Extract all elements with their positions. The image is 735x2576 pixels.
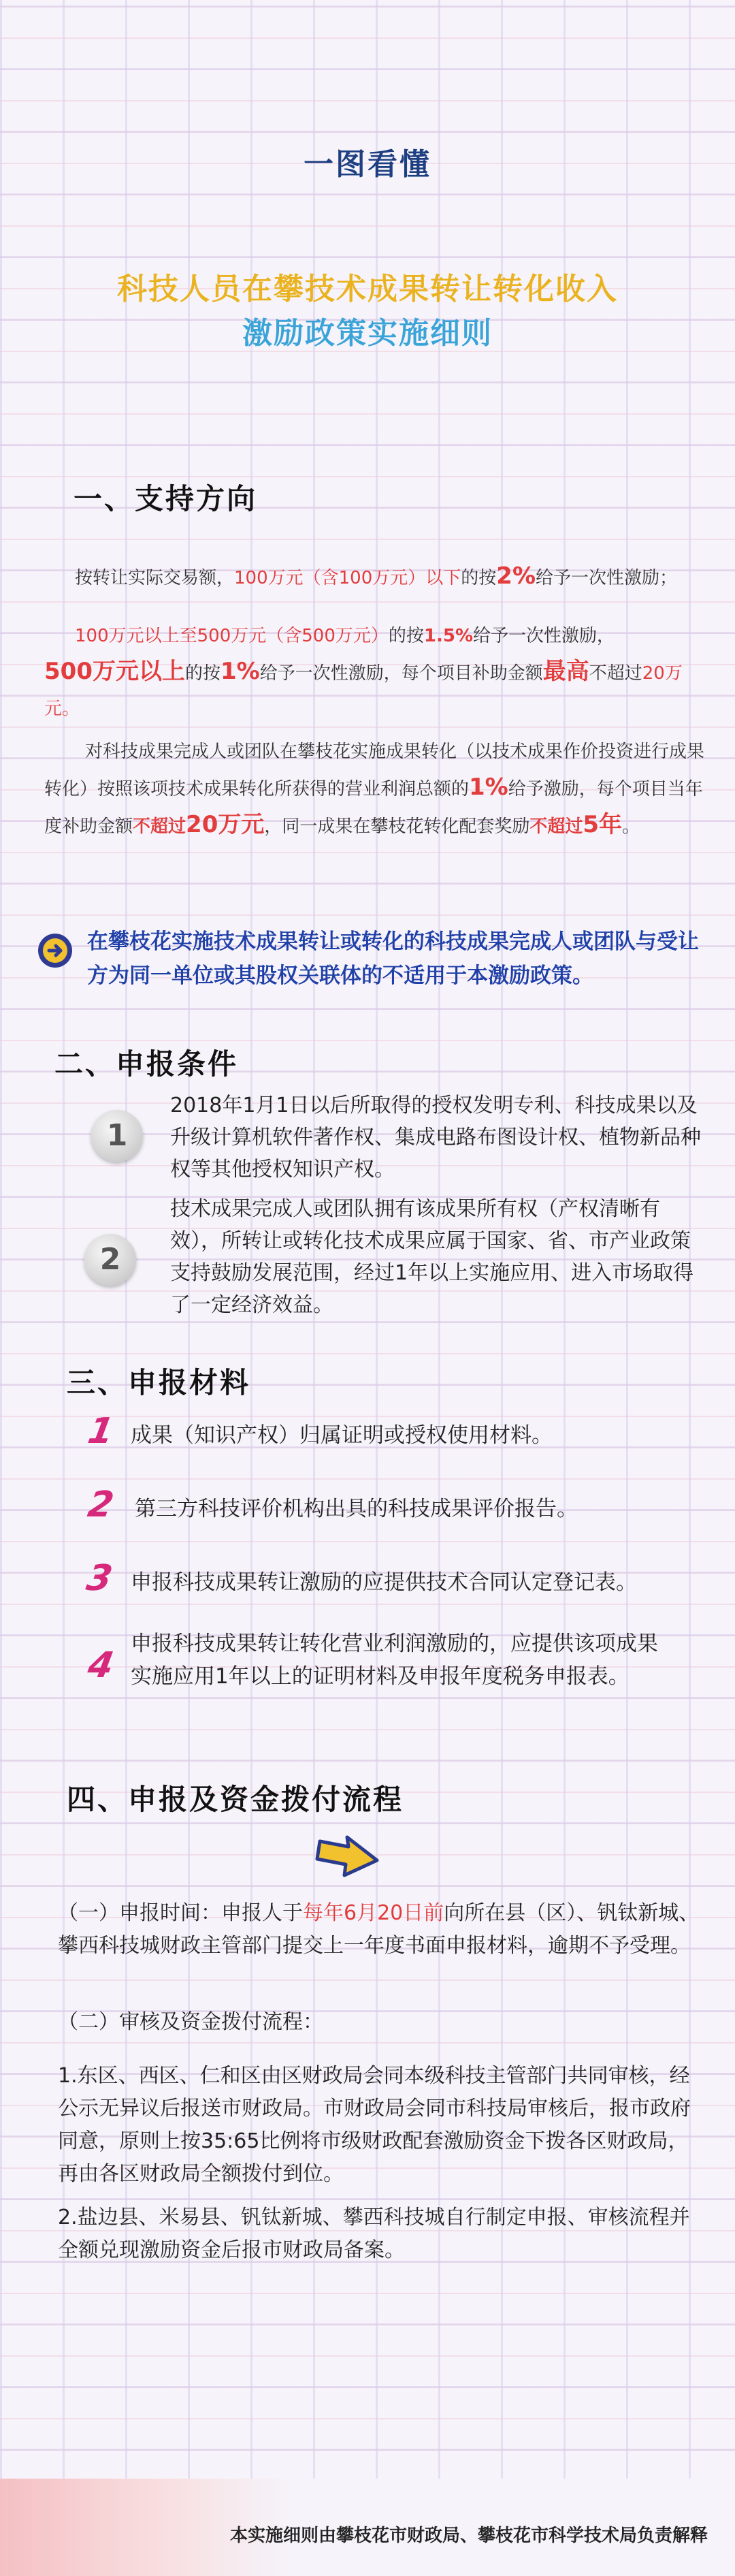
p3-text-a: 500万元以上 [44, 658, 185, 685]
p4-text-a: 对科技成果完成人或团队在攀枝花实施成果转化（以技术成果作价投资进行成果转化）按照该项技术成果转化所获得的营业利润总额的 [44, 742, 705, 799]
time-text-a: （一）申报时间：申报人于 [58, 1901, 303, 1925]
p4-text-d: 不超过 [133, 816, 186, 837]
application-time [58, 1897, 704, 1962]
p4-text-i: 。 [622, 816, 640, 837]
condition-text-2: 技术成果完成人或团队拥有该成果所有权（产权清晰有效），所转让或转化技术成果应属于国家、省、市产业政策支持鼓励发展范围，经过1年以上实施应用、进入市场取得了一定经济效益。 [170, 1197, 694, 1317]
condition-number-1: 1 [91, 1110, 143, 1162]
material-text-2: 第三方科技评价机构出具的科技成果评价报告。 [135, 1497, 578, 1521]
p4-text-b: 1% [469, 774, 508, 801]
p2-text-a: 100万元以上至500万元（含500万元） [75, 626, 389, 646]
time-deadline: 每年6月20日前 [303, 1901, 444, 1925]
arrow-right-circle-icon [37, 933, 73, 968]
support-paragraph-3 [44, 654, 711, 727]
condition-text-1: 2018年1月1日以后所取得的授权发明专利、科技成果以及升级计算机软件著作权、集成电路布图设计权、植物新品种权等其他授权知识产权。 [170, 1094, 701, 1181]
p2-text-d: 给予一次性激励， [473, 626, 615, 646]
material-number-2: 2 [84, 1484, 117, 1525]
p1-text-b: 100万元（含100万元）以下 [234, 568, 461, 588]
material-text-3: 申报科技成果转让激励的应提供技术合同认定登记表。 [131, 1570, 637, 1595]
section4-heading: 四、申报及资金拨付流程 [67, 1783, 404, 1816]
footer-note: 本实施细则由攀枝花市财政局、攀枝花市科学技术局负责解释 [229, 2526, 708, 2546]
exclusion-note: 在攀枝花实施技术成果转让或转化的科技成果完成人或团队与受让方为同一单位或其股权关联体的不适用于本激励政策。 [87, 929, 699, 988]
p4-text-f: ，同一成果在攀枝花转化配套奖励 [264, 816, 530, 837]
material-number-1: 1 [84, 1411, 117, 1452]
p3-text-d: 给予一次性激励，每个项目补助金额 [259, 663, 543, 684]
section1-heading: 一、支持方向 [74, 482, 258, 515]
arrow-down-icon [314, 1832, 382, 1879]
subtitle-line1: 科技人员在攀技术成果转让转化收入 [117, 272, 618, 306]
p3-text-b: 的按 [184, 663, 220, 684]
p3-text-c: 1% [220, 658, 260, 685]
material-text-1: 成果（知识产权）归属证明或授权使用材料。 [131, 1423, 553, 1448]
support-paragraph-1 [75, 558, 721, 596]
flow-step-1: 1.东区、西区、仁和区由区财政局会同本级科技主管部门共同审核，经公示无异议后报送市财政局。市财政局会同市科技局审核后，报市政府同意，原则上按35:65比例将市级财政配套激励资金下拨各区财政局，再由各区财政局全额拨付到位。 [58, 2064, 691, 2186]
p4-text-c: 给予激励，每个项目当年度补助金额 [44, 779, 703, 837]
material-number-4: 4 [84, 1645, 117, 1686]
material-text-4: 申报科技成果转让转化营业利润激励的，应提供该项成果实施应用1年以上的证明材料及申报年度税务申报表。 [131, 1632, 658, 1689]
p1-text-d: 2% [496, 562, 536, 590]
condition-number-2: 2 [84, 1234, 136, 1286]
p4-text-g: 不超过 [529, 816, 583, 837]
support-paragraph-4 [44, 734, 718, 844]
material-number-3: 3 [83, 1558, 116, 1599]
p2-text-c: 1.5% [423, 626, 474, 646]
p3-text-f: 不超过 [589, 663, 642, 684]
support-paragraph-2 [75, 618, 721, 654]
p3-text-e: 最高 [542, 658, 589, 685]
p4-text-e: 20万元 [186, 811, 265, 838]
page-title: 一图看懂 [304, 147, 431, 182]
p1-text-e: 给予一次性激励； [536, 568, 678, 588]
subtitle-line2: 激励政策实施细则 [242, 316, 493, 351]
flow-heading: （二）审核及资金拨付流程： [58, 2010, 323, 2034]
section3-heading: 三、申报材料 [67, 1366, 251, 1399]
p1-text-a: 按转让实际交易额， [75, 568, 235, 588]
section2-heading: 二、申报条件 [54, 1047, 239, 1081]
p3-text-g: 20万元。 [44, 663, 683, 719]
p1-text-c: 的按 [461, 568, 497, 588]
flow-step-2: 2.盐边县、米易县、钒钛新城、攀西科技城自行制定申报、审核流程并全额兑现激励资金后报市财政局备案。 [58, 2206, 690, 2262]
time-text-c: 向所在县（区）、钒钛新城、攀西科技城财政主管部门提交上一年度书面申报材料，逾期不予受理。 [58, 1901, 700, 1958]
p4-text-h: 5年 [583, 811, 623, 838]
p2-text-b: 的按 [388, 626, 424, 646]
